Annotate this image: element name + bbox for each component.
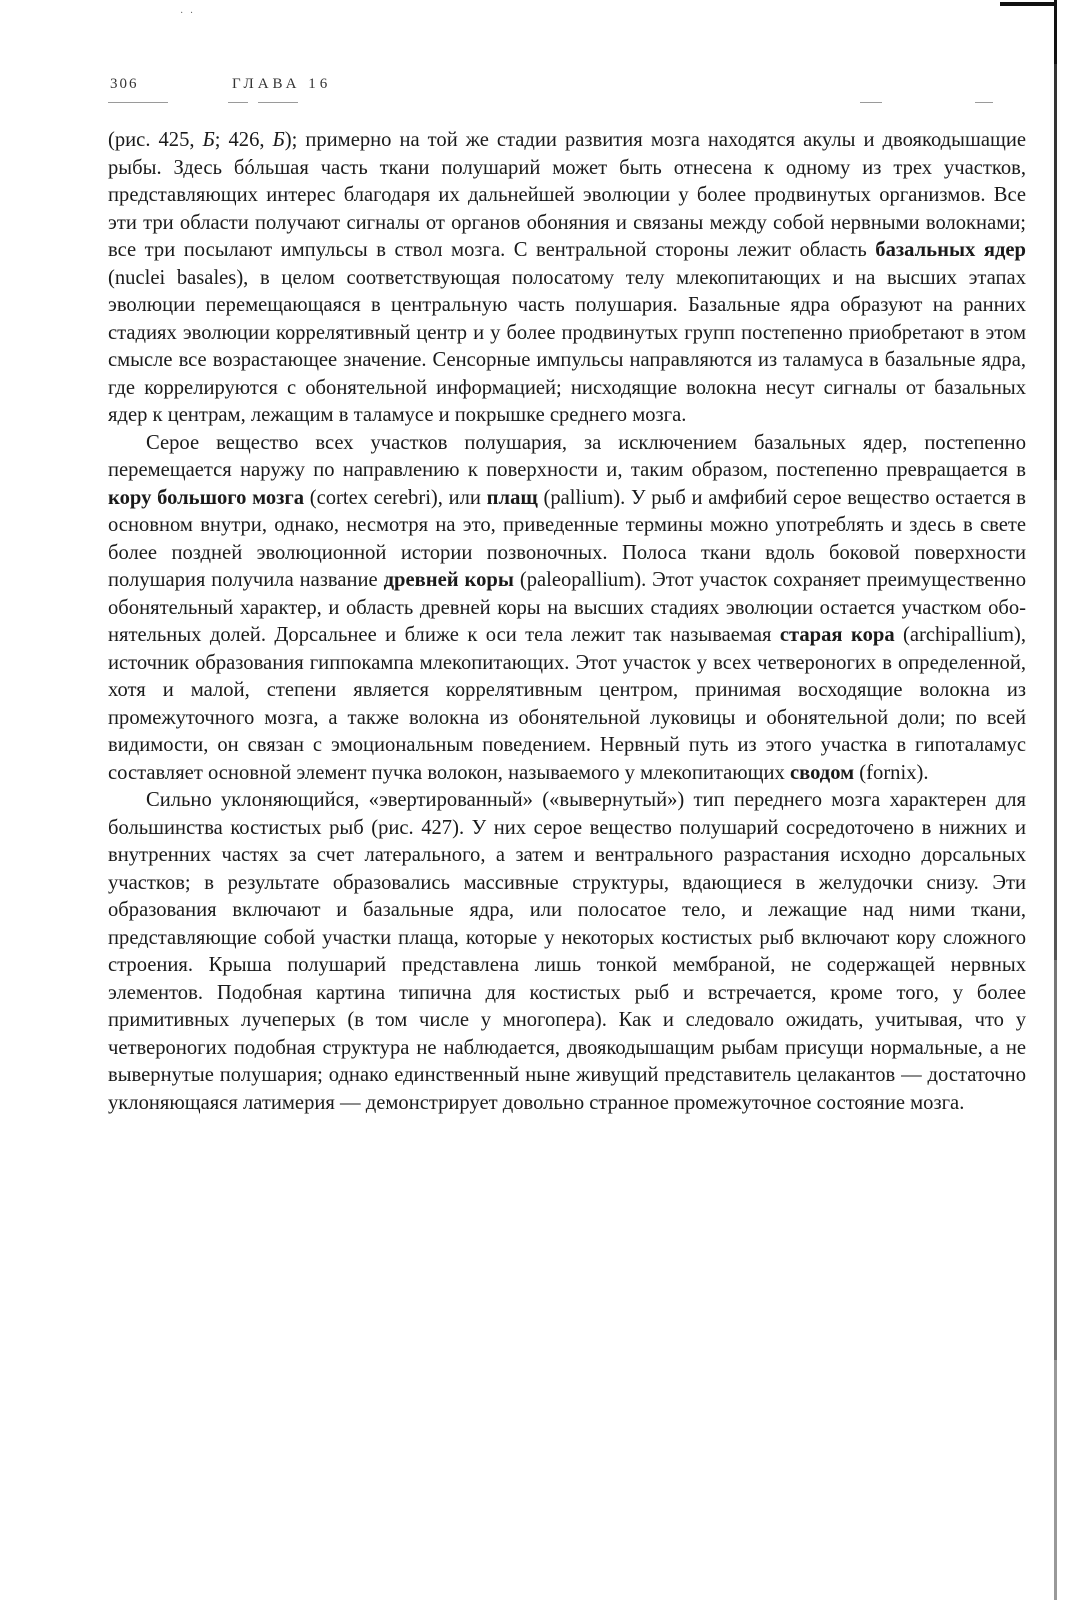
header-rule	[108, 102, 168, 103]
header-rule	[975, 102, 993, 103]
text-run: Серое вещество всех участков полушария, за исключением базальных ядер, постепенно перемещается наружу по направлению к поверхности и, таким образом, постепенно превращается в	[108, 431, 1026, 481]
paragraph	[108, 127, 1026, 430]
scan-border-edge	[1054, 0, 1057, 1600]
text-run: ); примерно на той же стадии развития мозга находятся акулы и двоякодышащие рыбы. Здесь бóльшая часть ткани полушарий может быть отнесена к одному из трех участков, представляющих интерес благодаря их дальнейшей эволюции у более продвинутых организмов. Все эти три области получают сигналы от органов обоняния и связаны между собой нервными волокнами; все три посылают импульсы в ствол мозга. С вентральной стороны лежит область	[108, 129, 1026, 261]
italic-ref: Б	[202, 129, 215, 151]
running-title: ГЛАВА 16	[232, 76, 332, 92]
paragraph	[108, 787, 1026, 1117]
text-run: ; 426,	[214, 129, 273, 151]
header-rule	[860, 102, 882, 103]
paragraph	[108, 430, 1026, 788]
text-run: (nuclei basales), в целом соответствующая полосатому телу млекопитающих и на высших этапах эволюции перемещающаяся в центральную часть полушария. Базальные ядра образуют на ранних стадиях эволюции коррелятивный центр и у более продвинутых групп постепенно приобретают в этом смысле все возрастающее значение. Сенсорные импульсы направляются из таламуса в базальные ядра, где коррелируются с обонятельной информацией; нисходящие волокна несут сигналы от базальных ядер к центрам, лежащим в таламусе и покрышке среднего мозга.	[108, 266, 1026, 426]
header-rule	[258, 102, 298, 103]
page-number: 306	[110, 76, 139, 92]
scan-border-corner	[1000, 2, 1057, 6]
header-rule	[228, 102, 248, 103]
text-run: Сильно уклоняющийся, «эвертированный» («вывернутый») тип переднего мозга характерен для большинства костистых рыб (рис. 427). У них серое вещество полушарий сосредоточено в нижних и внутренних частях за счет латерального, а затем и вентрального разрастания исходно дорсальных участков; в результате образовались массивные структуры, вдающиеся в желудочки снизу. Эти образования включают и базальные ядра, или полосатое тело, и лежащие над ними ткани, представляющие собой участки плаща, которые у некоторых костистых рыб включают кору сложного строения. Крыша полушарий представлена лишь тонкой мембраной, не содержащей нервных элементов. Подобная картина типична для костистых рыб и встречается, кроме того, у более примитивных лучеперых (в том числе у многопера). Как и следовало ожидать, учитывая, что у четвероногих подобная структура не наблюдается, двоякодышащим рыбам присущи нормальные, а не вывернутые полушария; однако единственный ныне живущий представитель целакантов — достаточно уклоняющаяся латимерия — демонстрирует довольно странное промежуточное состояние мозга.	[108, 789, 1026, 1114]
text-run: (archipallium), источник образования гиппокампа млекопитающих. Этот участок у всех четвероногих в определенной, хотя и малой, степени является коррелятивным центром, принимая восходящие волокна из промежуточного мозга, а также волокна из обонятельной луковицы и обонятельной доли; по всей видимости, он связан с эмоциональным поведением. Нервный путь из этого участка в гипоталамус составляет основной элемент пучка волокон, называемого у млекопитающих	[108, 624, 1026, 784]
bold-term: базальных ядер	[875, 239, 1026, 261]
italic-ref: Б	[272, 129, 285, 151]
text-run: (pallium). У рыб и амфибий серое вещество остается в основном внутри, однако, несмотря на это, приведенные термины можно употреблять и здесь в свете более поздней эволюционной истории позвоночных. Полоса ткани вдоль боковой поверхности полушария получила название	[108, 486, 1026, 591]
bold-term: сводом	[789, 761, 855, 784]
bold-term: старая кора	[779, 624, 895, 646]
text-run: (cortex cerebri), или	[304, 486, 487, 509]
bold-term: кору большого мозга	[108, 486, 305, 509]
body-text	[108, 127, 1026, 1117]
text-run: (рис. 425,	[108, 129, 203, 151]
bold-term: древней коры	[383, 569, 514, 591]
scan-artifact: · ·	[180, 8, 196, 19]
page-header	[110, 76, 1030, 98]
text-run: (fornix).	[854, 761, 929, 784]
bold-term: плащ	[486, 486, 538, 509]
text-run: (paleopallium). Этот участок сохраняет преимущественно обонятельный характер, и область древней коры на высших стадиях эволюции остается участком обонятельных долей. Дорсальнее и ближе к оси тела лежит так называемая	[108, 569, 1026, 646]
